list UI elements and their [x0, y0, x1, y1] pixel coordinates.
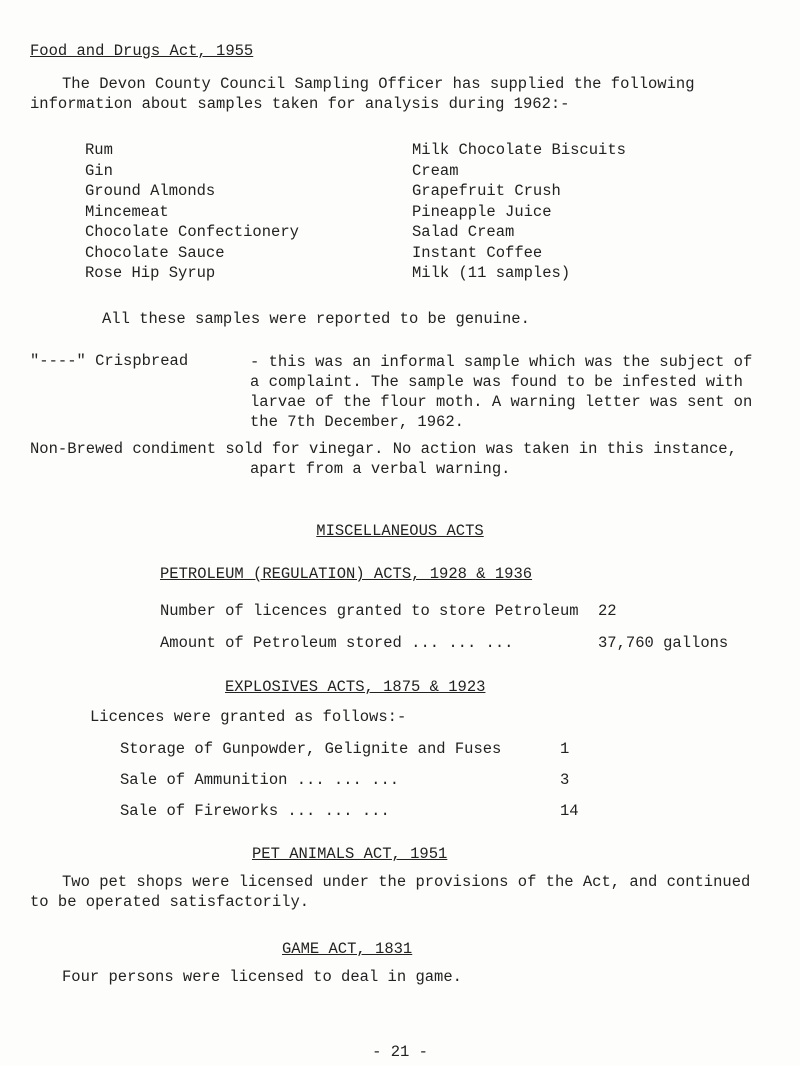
pet-animals-line-2: to be operated satisfactorily.	[30, 893, 310, 911]
explosives-item-label: Sale of Fireworks ... ... ...	[120, 802, 390, 820]
misc-acts-heading: MISCELLANEOUS ACTS	[316, 522, 484, 540]
crispbread-label: "----" Crispbread	[30, 352, 189, 370]
explosives-item-label: Sale of Ammunition ... ... ...	[120, 771, 400, 789]
list-item: Rum	[85, 141, 113, 159]
game-act-line-1: Four persons were licensed to deal in game.	[62, 968, 462, 986]
explosives-item-value: 1	[560, 740, 570, 758]
list-item: Grapefruit Crush	[412, 182, 561, 200]
intro-line-2: information about samples taken for analysis during 1962:-	[30, 95, 570, 113]
petroleum-amount-value: 37,760 gallons	[598, 634, 729, 652]
list-item: Chocolate Sauce	[85, 243, 225, 262]
list-item: Gin	[85, 161, 113, 180]
pet-animals-line-1: Two pet shops were licensed under the provisions of the Act, and continued	[62, 873, 751, 891]
list-item: Instant Coffee	[412, 243, 543, 262]
explosives-item-value: 14	[560, 802, 579, 820]
list-item: Rose Hip Syrup	[85, 264, 216, 282]
crispbread-paragraph	[250, 352, 752, 432]
crispbread-line-4: the 7th December, 1962.	[250, 413, 464, 431]
list-item: Chocolate Confectionery	[85, 223, 299, 241]
crispbread-line-1: - this was an informal sample which was the subject of	[250, 353, 753, 371]
explosives-item-value: 3	[560, 771, 570, 789]
list-item: Milk (11 samples)	[412, 264, 571, 282]
list-item: Salad Cream	[412, 223, 515, 241]
petroleum-licences-label: Number of licences granted to store Petroleum	[160, 602, 579, 620]
condiment-line-2: apart from a verbal warning.	[250, 460, 511, 478]
petroleum-licences-value: 22	[598, 602, 617, 620]
samples-right-list	[412, 140, 626, 284]
pet-animals-heading: PET ANIMALS ACT, 1951	[252, 845, 448, 863]
explosives-intro: Licences were granted as follows:-	[90, 708, 407, 726]
crispbread-line-2: a complaint. The sample was found to be infested with	[250, 373, 743, 391]
list-item: Cream	[412, 161, 459, 180]
explosives-item-label: Storage of Gunpowder, Gelignite and Fuses	[120, 740, 502, 758]
page-title: Food and Drugs Act, 1955	[30, 42, 254, 60]
list-item: Pineapple Juice	[412, 202, 552, 221]
petroleum-amount-label: Amount of Petroleum stored ... ... ...	[160, 634, 514, 652]
genuine-note: All these samples were reported to be genuine.	[102, 310, 530, 328]
condiment-line-1: Non-Brewed condiment sold for vinegar. No action was taken in this instance,	[30, 440, 737, 458]
crispbread-line-3: larvae of the flour moth. A warning letter was sent on	[250, 393, 753, 411]
samples-left-list	[85, 140, 299, 284]
intro-line-1: The Devon County Council Sampling Officer has supplied the following	[62, 75, 695, 93]
game-act-heading: GAME ACT, 1831	[282, 940, 413, 958]
petroleum-heading: PETROLEUM (REGULATION) ACTS, 1928 & 1936	[160, 565, 533, 583]
list-item: Mincemeat	[85, 202, 169, 221]
explosives-heading: EXPLOSIVES ACTS, 1875 & 1923	[225, 678, 486, 696]
list-item: Ground Almonds	[85, 182, 216, 200]
list-item: Milk Chocolate Biscuits	[412, 141, 626, 159]
page-number: - 21 -	[372, 1043, 428, 1061]
